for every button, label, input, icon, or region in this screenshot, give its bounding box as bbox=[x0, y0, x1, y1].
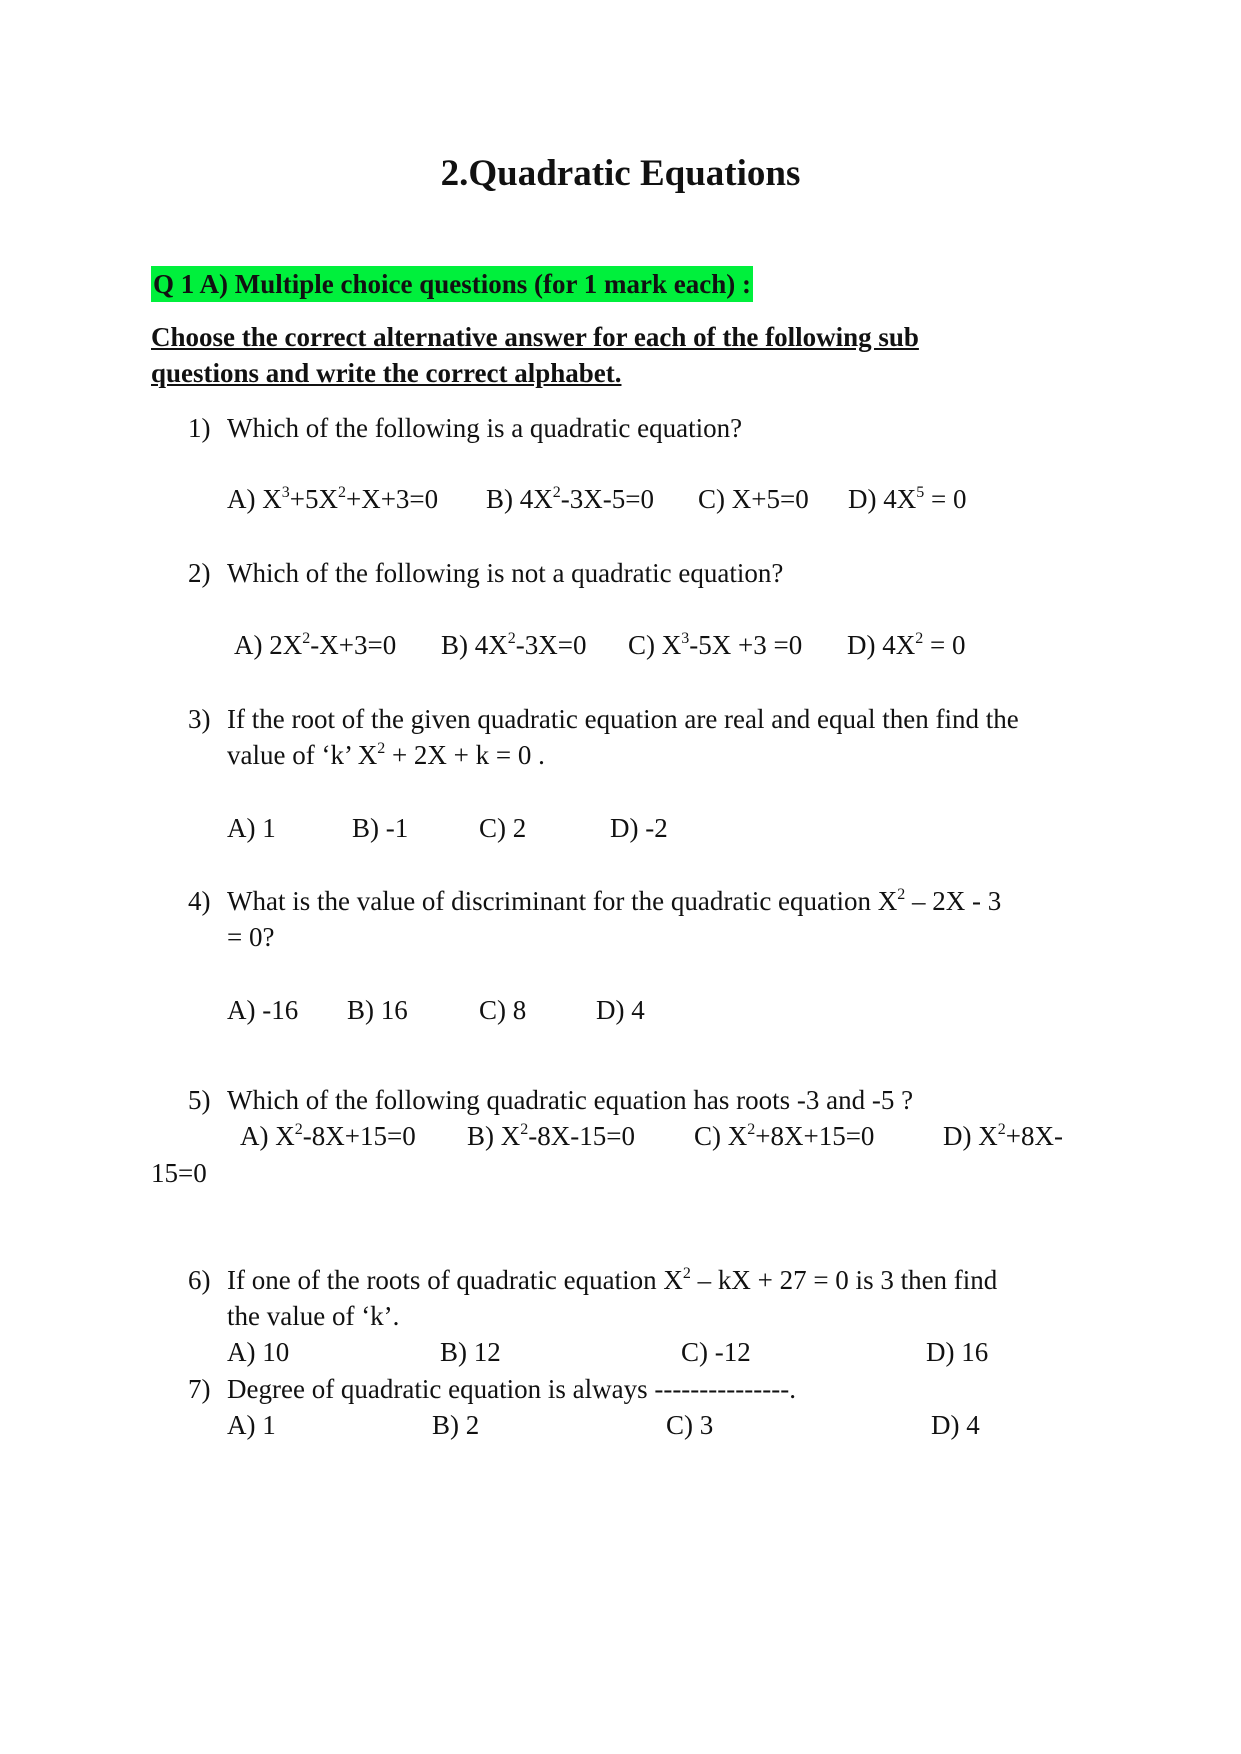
option-a: A) 1 bbox=[227, 1410, 276, 1440]
option-c: C) $X^3-5X +3 =0$ bbox=[628, 630, 803, 660]
question-number: 6) bbox=[188, 1265, 211, 1295]
option-a: A) $2X^2-X+3=0$ bbox=[234, 630, 397, 660]
option-d-wrap: 15=0 bbox=[151, 1158, 207, 1188]
option-a: A) $X^3+5X^2+X+3=0$ bbox=[227, 484, 439, 514]
option-b: B) 2 bbox=[432, 1410, 480, 1440]
question-text-line-2: the value of ‘k’. bbox=[227, 1301, 400, 1331]
option-c: C) X+5=0 bbox=[698, 484, 809, 514]
option-d: D) 4 bbox=[931, 1410, 980, 1440]
option-c: C) $X^2+8X+15=0$ bbox=[694, 1121, 875, 1151]
option-c: C) 3 bbox=[666, 1410, 714, 1440]
option-d: D) 16 bbox=[926, 1337, 989, 1367]
question-text: Which of the following is a quadratic equation? bbox=[227, 413, 743, 443]
question-text-line-2: = 0? bbox=[227, 922, 275, 952]
option-a: A) -16 bbox=[227, 995, 299, 1025]
option-b: B) $4X^2-3X=0$ bbox=[441, 630, 587, 660]
question-text-line-1: If one of the roots of quadratic equation $X^2$ – kX + 27 = 0 is 3 then find bbox=[227, 1265, 998, 1295]
question-number: 4) bbox=[188, 886, 211, 916]
question-text-line-2: value of ‘k’ $X^2 + 2X + k = 0$ . bbox=[227, 740, 545, 770]
option-b: B) $4X^2-3X-5=0$ bbox=[486, 484, 654, 514]
option-c: C) 2 bbox=[479, 813, 527, 843]
option-a: A) $X^2-8X+15=0$ bbox=[240, 1121, 416, 1151]
instruction-line-2: questions and write the correct alphabet. bbox=[151, 358, 622, 388]
section-heading: Q 1 A) Multiple choice questions (for 1 mark each) : bbox=[151, 266, 753, 302]
question-text: Which of the following quadratic equation has roots -3 and -5 ? bbox=[227, 1085, 914, 1115]
option-d: D) $X^2+8X-$ bbox=[943, 1121, 1063, 1151]
question-number: 5) bbox=[188, 1085, 211, 1115]
option-a: A) 1 bbox=[227, 813, 276, 843]
option-d: D) $4X^2 = 0$ bbox=[847, 630, 966, 660]
option-c: C) -12 bbox=[681, 1337, 751, 1367]
option-c: C) 8 bbox=[479, 995, 527, 1025]
page-title: 2.Quadratic Equations bbox=[440, 153, 801, 194]
option-b: B) 12 bbox=[440, 1337, 501, 1367]
question-text-line-1: What is the value of discriminant for the quadratic equation $X^2 - 2X - 3$ bbox=[227, 886, 1002, 916]
question-number: 1) bbox=[188, 413, 211, 443]
question-number: 3) bbox=[188, 704, 211, 734]
question-text-line-1: If the root of the given quadratic equation are real and equal then find the bbox=[227, 704, 1019, 734]
option-d: D) $4X^5 = 0$ bbox=[848, 484, 967, 514]
option-b: B) $X^2-8X-15=0$ bbox=[467, 1121, 635, 1151]
option-b: B) -1 bbox=[352, 813, 409, 843]
question-number: 2) bbox=[188, 558, 211, 588]
question-number: 7) bbox=[188, 1374, 211, 1404]
option-d: D) -2 bbox=[610, 813, 668, 843]
option-b: B) 16 bbox=[347, 995, 408, 1025]
option-d: D) 4 bbox=[596, 995, 645, 1025]
option-a: A) 10 bbox=[227, 1337, 290, 1367]
question-text: Degree of quadratic equation is always ---------------. bbox=[227, 1374, 796, 1404]
instruction-line-1: Choose the correct alternative answer for each of the following sub bbox=[151, 322, 919, 352]
question-text: Which of the following is not a quadratic equation? bbox=[227, 558, 784, 588]
